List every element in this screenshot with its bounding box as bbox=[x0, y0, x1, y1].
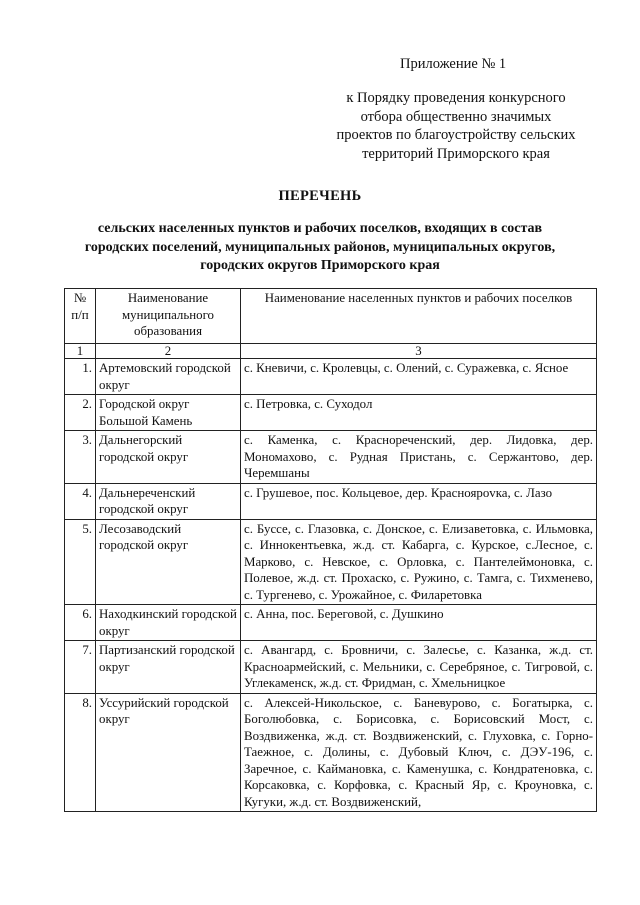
table-index-row bbox=[65, 344, 597, 359]
row-number: 8. bbox=[65, 693, 96, 812]
settlements-list: с. Буссе, с. Глазовка, с. Донское, с. Елизаветовка, с. Ильмовка, с. Иннокентьевка, ж.д. ст. Кабарга, с. Курское, с.Лесное, с. Марково, с. Невское, с. Орловка, с. Пантелеймоновка, с. Полевое, ж.д. ст. Прохаско, с. Ружино, с. Тамга, с. Тихменево, с. Тургенево, с. Урожайное, с. Филаретовка bbox=[241, 519, 597, 605]
municipality-name: Дальнегорский городской округ bbox=[96, 431, 241, 484]
municipality-name: Дальнереченский городской округ bbox=[96, 483, 241, 519]
settlements-list: с. Каменка, с. Краснореченский, дер. Лидовка, дер. Мономахово, с. Рудная Пристань, с. Сержантово, дер. Черемшаны bbox=[241, 431, 597, 484]
document-title: ПЕРЕЧЕНЬ bbox=[278, 188, 362, 204]
table-header-row bbox=[65, 289, 597, 344]
municipality-name: Находкинский городской округ bbox=[96, 605, 241, 641]
row-number: 2. bbox=[65, 395, 96, 431]
row-number: 3. bbox=[65, 431, 96, 484]
appendix-line: проектов по благоустройству сельских bbox=[336, 127, 576, 143]
index-cell: 1 bbox=[65, 344, 96, 359]
settlements-list: с. Грушевое, пос. Кольцевое, дер. Красноярovка, с. Лазо bbox=[241, 483, 597, 519]
appendix-line: территорий Приморского края bbox=[362, 145, 550, 162]
settlements-list: с. Петровка, с. Суходол bbox=[241, 395, 597, 431]
settlements-table bbox=[64, 288, 597, 812]
row-number: 1. bbox=[65, 359, 96, 395]
municipality-name: Уссурийский городской округ bbox=[96, 693, 241, 812]
settlements-list: с. Кневичи, с. Кролевцы, с. Олений, с. Суражевка, с. Ясное bbox=[241, 359, 597, 395]
table-row bbox=[65, 519, 597, 605]
municipality-name: Артемовский городской округ bbox=[96, 359, 241, 395]
row-number: 5. bbox=[65, 519, 96, 605]
appendix-line: к Порядку проведения конкурсного bbox=[346, 90, 566, 106]
appendix-number: Приложение № 1 bbox=[400, 56, 507, 72]
municipality-name: Городской округ Большой Камень bbox=[96, 395, 241, 431]
table-row bbox=[65, 359, 597, 395]
table-row bbox=[65, 483, 597, 519]
table-row bbox=[65, 431, 597, 484]
table-row bbox=[65, 641, 597, 694]
header-number: № п/п bbox=[65, 289, 96, 344]
row-number: 7. bbox=[65, 641, 96, 694]
table-row bbox=[65, 605, 597, 641]
subtitle-line: городских поселений, муниципальных районов, муниципальных округов, bbox=[84, 239, 556, 255]
subtitle-line: городских округов Приморского края bbox=[200, 258, 440, 273]
municipality-name: Лесозаводский городской округ bbox=[96, 519, 241, 605]
subtitle-line: сельских населенных пунктов и рабочих поселков, входящих в состав bbox=[97, 221, 543, 236]
table-row bbox=[65, 693, 597, 812]
row-number: 6. bbox=[65, 605, 96, 641]
settlements-list: с. Авангард, с. Бровничи, с. Залесье, с. Казанка, ж.д. ст. Красноармейский, с. Мельники, с. Серебряное, с. Тигровой, с. Углекаменск, ж.д. ст. Фридман, с. Хмельницкое bbox=[241, 641, 597, 694]
appendix-line: отбора общественно значимых bbox=[360, 108, 552, 125]
row-number: 4. bbox=[65, 483, 96, 519]
table-row bbox=[65, 395, 597, 431]
appendix-reference bbox=[322, 89, 590, 163]
municipality-name: Партизанский городской округ bbox=[96, 641, 241, 694]
settlements-list: с. Алексей-Никольское, с. Баневурово, с. Богатырка, с. Боголюбовка, с. Борисовка, с. Борисовский Мост, с. Воздвиженка, ж.д. ст. Воздвиженский, с. Глуховка, с. Горно-Таежное, с. Долины, с. Дубовый Ключ, с. ДЭУ-196, с. Заречное, с. Каймановка, с. Каменушка, с. Кондратеновка, с. Корсаковка, с. Корфовка, с. Красный Яр, с. Кроуновка, с. Кугуки, ж.д. ст. Воздвиженский, bbox=[241, 693, 597, 812]
settlements-list: с. Анна, пос. Береговой, с. Душкино bbox=[241, 605, 597, 641]
document-subtitle bbox=[60, 220, 580, 276]
index-cell: 3 bbox=[241, 344, 597, 359]
header-settlements: Наименование населенных пунктов и рабочих поселков bbox=[241, 289, 597, 344]
index-cell: 2 bbox=[96, 344, 241, 359]
header-municipality: Наименование муниципального образования bbox=[96, 289, 241, 344]
